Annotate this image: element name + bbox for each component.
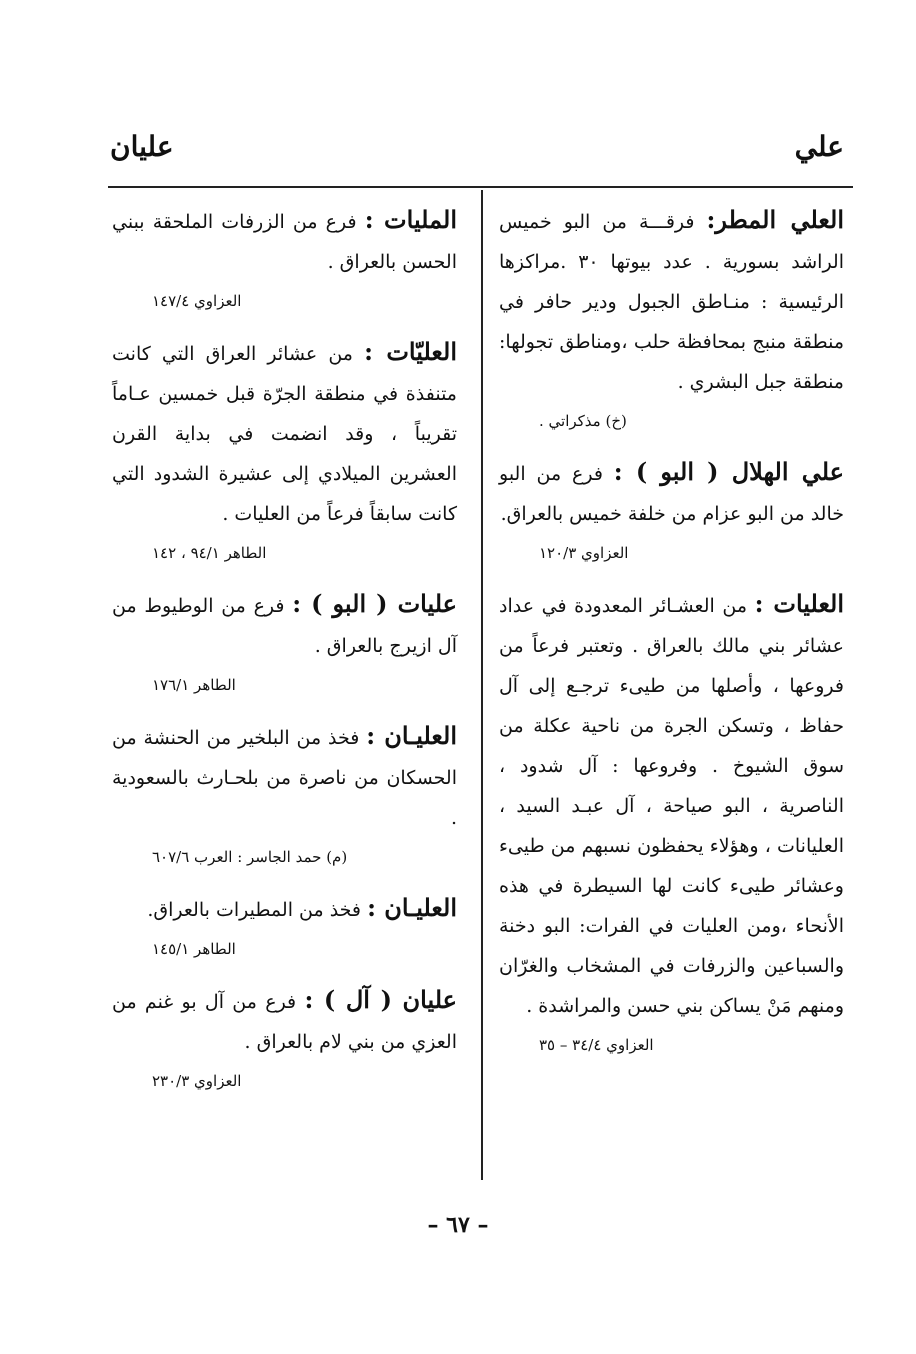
entry-text: من عشائر العراق التي كانت متنفذة في منطقة الجرّة قبل خمسين عـاماً تقريباً ، وقد انضمت في بداية القرن العشرين الميلادي إلى عشيرة الشدود التي كانت سابقاً فرعاً من العليات . (112, 343, 457, 525)
entry-head: عليان ( آل ) : (304, 985, 457, 1014)
entry-head: العليـان : (366, 721, 457, 750)
entry-head: العليـان : (367, 893, 457, 922)
entry-head: العلي المطر: (706, 205, 844, 234)
entry-head: عليات ( البو ) : (292, 589, 457, 618)
header-rule (108, 186, 853, 188)
entry-source: (خ) مذكراتي . (539, 412, 627, 430)
left-column (112, 200, 457, 1112)
entry-source: العزاوي ٣٤/٤ – ٣٥ (539, 1036, 654, 1054)
guide-word-left: عليان (110, 130, 174, 163)
entry-head: العليات : (754, 589, 844, 618)
entry-head: علي الهلال ( البو ) : (613, 457, 844, 486)
entry-source: الطاهر ١٤٥/١ (152, 940, 236, 958)
entry-text: من العشـائر المعدودة في عداد عشائر بني مالك بالعراق . وتعتبر فرعاً من فروعها ، وأصلها من طيىء ترجـع إلى آل حفاظ ، وتسكن الجرة من ناحية عكلة من سوق الشيوخ . وفروعها : آل شدود ، الناصرية ، البو صياحة ، آل عبـد السيد ، العليانات ، وهؤلاء يحفظون نسبهم من طيىء وعشائر طيىء كانت لها السيطرة في هذه الأنحاء ،ومن العليات في الفرات: البو دخنة والسباعين والزرفات في المشخاب والغرّان ومنهم مَنْ يساكن بني حسن والمراشدة . (499, 595, 844, 1017)
entry (499, 200, 844, 438)
entry (112, 200, 457, 318)
entry (112, 332, 457, 570)
entry (112, 888, 457, 966)
entry-text: فخذ من المطيرات بالعراق. (147, 899, 368, 921)
entry-source: العزاوي ٢٣٠/٣ (152, 1072, 242, 1090)
entry (499, 584, 844, 1062)
entry-source: (م) حمد الجاسر : العرب ٦٠٧/٦ (152, 848, 348, 866)
entry-text: فخذ من البلخير من الحنشة من الحسكان من ناصرة من بلحـارث بالسعودية . (112, 727, 457, 829)
page-number: – ٦٧ – (427, 1212, 489, 1238)
entry (499, 452, 844, 570)
entry-source: الطاهر ٩٤/١ ، ١٤٢ (152, 544, 267, 562)
entry (112, 980, 457, 1098)
entry-text: فرع من الزرفات الملحقة ببني الحسن بالعراق . (112, 211, 457, 273)
entry-head: المليات : (364, 205, 457, 234)
entry-text: فرع من آل بو غنم من العزي من بني لام بالعراق . (112, 991, 457, 1053)
guide-word-right: علي (794, 130, 844, 163)
column-divider (481, 190, 483, 1180)
entry-source: العزاوي ١٢٠/٣ (539, 544, 629, 562)
entry (112, 716, 457, 874)
entry-text: فرقـــة من البو خميس الراشد بسورية . عدد بيوتها ٣٠ .مراكزها الرئيسية : منـاطق الجبول ودير حافر في منطقة منبج بمحافظة حلب ،ومناطق تجولها: منطقة جبل البشري . (499, 211, 845, 393)
entry-source: العزاوي ١٤٧/٤ (152, 292, 242, 310)
entry-source: الطاهر ١٧٦/١ (152, 676, 236, 694)
entry-text: فرع من الوطيوط من آل ازيرج بالعراق . (112, 595, 457, 657)
right-column (499, 200, 844, 1076)
entry (112, 584, 457, 702)
entry-head: العليّات : (364, 337, 457, 366)
entry-text: فرع من البو خالد من البو عزام من خلفة خميس بالعراق. (499, 463, 844, 525)
